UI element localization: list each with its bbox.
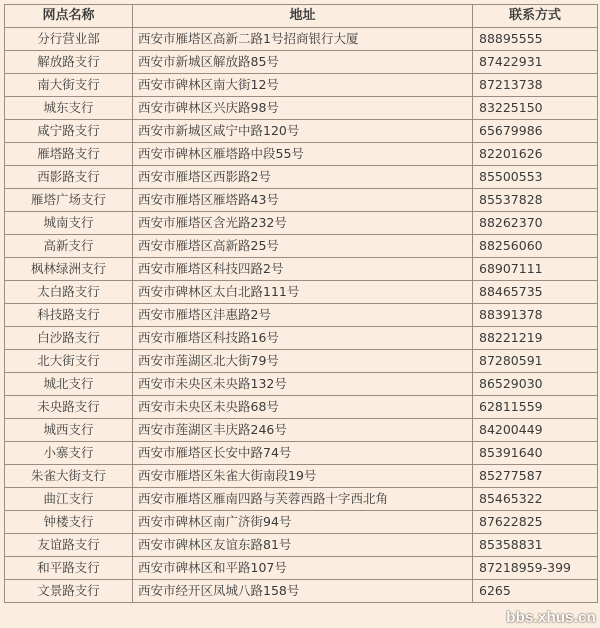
branch-name-cell: 雁塔路支行 [5,143,133,166]
phone-cell: 82201626 [473,143,598,166]
phone-cell: 85391640 [473,442,598,465]
address-cell: 西安市经开区凤城八路158号 [133,580,473,603]
address-cell: 西安市雁塔区雁塔路43号 [133,189,473,212]
phone-cell: 85537828 [473,189,598,212]
address-cell: 西安市未央区未央路68号 [133,396,473,419]
phone-cell: 6265 [473,580,598,603]
address-cell: 西安市雁塔区科技路16号 [133,327,473,350]
table-row [5,74,598,97]
phone-cell: 68907111 [473,258,598,281]
table-row [5,143,598,166]
branch-name-cell: 未央路支行 [5,396,133,419]
table-row [5,28,598,51]
table-row [5,557,598,580]
branch-name-cell: 和平路支行 [5,557,133,580]
address-cell: 西安市新城区咸宁中路120号 [133,120,473,143]
phone-cell: 85500553 [473,166,598,189]
phone-cell: 87218959-399 [473,557,598,580]
branch-name-cell: 城南支行 [5,212,133,235]
branch-name-cell: 科技路支行 [5,304,133,327]
phone-cell: 88465735 [473,281,598,304]
table-row [5,166,598,189]
table-row [5,373,598,396]
address-cell: 西安市未央区未央路132号 [133,373,473,396]
branch-name-cell: 小寨支行 [5,442,133,465]
header-branch-name: 网点名称 [5,5,133,28]
phone-cell: 62811559 [473,396,598,419]
address-cell: 西安市雁塔区含光路232号 [133,212,473,235]
header-address: 地址 [133,5,473,28]
branch-name-cell: 曲江支行 [5,488,133,511]
branch-name-cell: 朱雀大街支行 [5,465,133,488]
table-row [5,51,598,74]
table-row [5,350,598,373]
branch-table [4,4,598,603]
branch-name-cell: 解放路支行 [5,51,133,74]
table-row [5,235,598,258]
branch-name-cell: 咸宁路支行 [5,120,133,143]
branch-name-cell: 雁塔广场支行 [5,189,133,212]
phone-cell: 85465322 [473,488,598,511]
branch-name-cell: 文景路支行 [5,580,133,603]
table-row [5,327,598,350]
phone-cell: 88262370 [473,212,598,235]
table-row [5,419,598,442]
phone-cell: 88256060 [473,235,598,258]
address-cell: 西安市碑林区兴庆路98号 [133,97,473,120]
address-cell: 西安市雁塔区长安中路74号 [133,442,473,465]
phone-cell: 87213738 [473,74,598,97]
branch-name-cell: 北大街支行 [5,350,133,373]
table-row [5,488,598,511]
branch-name-cell: 西影路支行 [5,166,133,189]
phone-cell: 87622825 [473,511,598,534]
phone-cell: 88391378 [473,304,598,327]
address-cell: 西安市碑林区友谊东路81号 [133,534,473,557]
address-cell: 西安市新城区解放路85号 [133,51,473,74]
address-cell: 西安市雁塔区朱雀大街南段19号 [133,465,473,488]
phone-cell: 85277587 [473,465,598,488]
address-cell: 西安市碑林区南广济街94号 [133,511,473,534]
address-cell: 西安市莲湖区北大街79号 [133,350,473,373]
table-row [5,534,598,557]
phone-cell: 87422931 [473,51,598,74]
address-cell: 西安市碑林区南大街12号 [133,74,473,97]
address-cell: 西安市雁塔区沣惠路2号 [133,304,473,327]
table-row [5,396,598,419]
branch-name-cell: 白沙路支行 [5,327,133,350]
table-row [5,442,598,465]
branch-name-cell: 南大街支行 [5,74,133,97]
address-cell: 西安市雁塔区科技四路2号 [133,258,473,281]
branch-name-cell: 友谊路支行 [5,534,133,557]
branch-name-cell: 高新支行 [5,235,133,258]
branch-name-cell: 钟楼支行 [5,511,133,534]
branch-name-cell: 分行营业部 [5,28,133,51]
table-row [5,97,598,120]
branch-name-cell: 城西支行 [5,419,133,442]
phone-cell: 87280591 [473,350,598,373]
branch-name-cell: 太白路支行 [5,281,133,304]
address-cell: 西安市碑林区太白北路111号 [133,281,473,304]
watermark: bbs.xhus.cn [506,609,596,626]
phone-cell: 88221219 [473,327,598,350]
table-row [5,258,598,281]
phone-cell: 86529030 [473,373,598,396]
table-row [5,189,598,212]
phone-cell: 85358831 [473,534,598,557]
address-cell: 西安市莲湖区丰庆路246号 [133,419,473,442]
phone-cell: 65679986 [473,120,598,143]
table-row [5,465,598,488]
branch-name-cell: 枫林绿洲支行 [5,258,133,281]
table-row [5,120,598,143]
branch-name-cell: 城东支行 [5,97,133,120]
address-cell: 西安市雁塔区西影路2号 [133,166,473,189]
table-row [5,511,598,534]
address-cell: 西安市碑林区和平路107号 [133,557,473,580]
table-body [5,28,598,603]
address-cell: 西安市碑林区雁塔路中段55号 [133,143,473,166]
table-row [5,304,598,327]
address-cell: 西安市雁塔区高新二路1号招商银行大厦 [133,28,473,51]
address-cell: 西安市雁塔区雁南四路与芙蓉西路十字西北角 [133,488,473,511]
table-row [5,212,598,235]
address-cell: 西安市雁塔区高新路25号 [133,235,473,258]
table-header-row [5,5,598,28]
table-row [5,580,598,603]
branch-name-cell: 城北支行 [5,373,133,396]
phone-cell: 88895555 [473,28,598,51]
table-row [5,281,598,304]
phone-cell: 83225150 [473,97,598,120]
header-contact: 联系方式 [473,5,598,28]
phone-cell: 84200449 [473,419,598,442]
